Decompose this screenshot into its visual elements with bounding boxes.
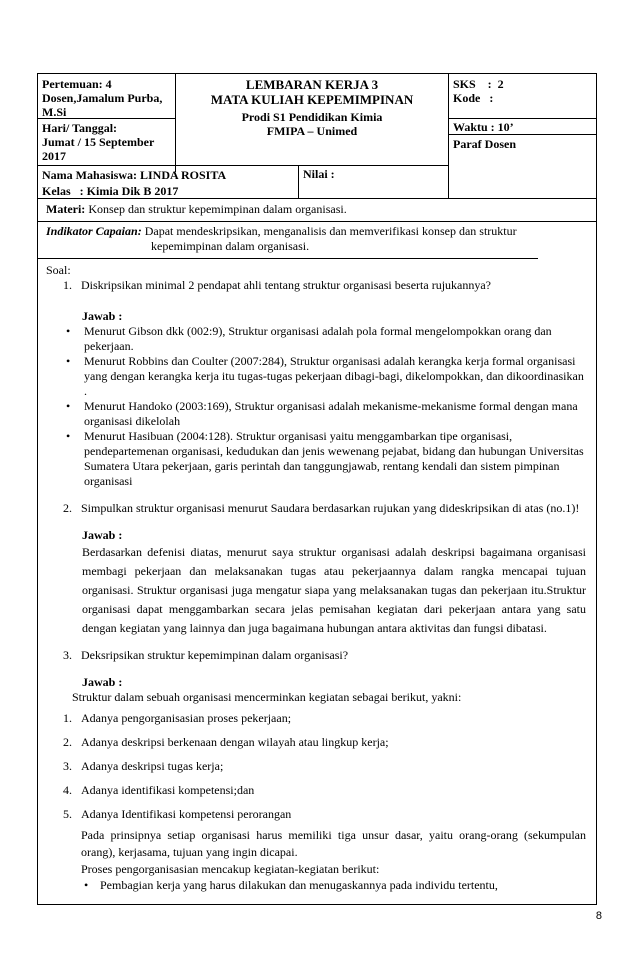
item-text: Adanya pengorganisasian proses pekerjaan; (81, 711, 292, 725)
bullet-text: Menurut Hasibuan (2004:128). Struktur organisasi yaitu menggambarkan tipe organisasi, pendepartemenan organisasi, kedudukan dan jenis wewenang pejabat, bidang dan hubungan Universitas Sumatera Utara pekerjaan, garis perintah dan tanggungjawab, rentang kendali dan sistem pimpinan organisasi (84, 429, 584, 488)
answer-label: Jawab : (82, 309, 123, 323)
bullet-icon: • (66, 324, 71, 338)
q3-list-item (38, 802, 596, 826)
divider (38, 165, 448, 166)
pertemuan-label: Pertemuan: 4 (42, 77, 112, 91)
item-number: 3. (63, 759, 72, 773)
sheet-title: LEMBARAN KERJA 3 (245, 77, 379, 92)
worksheet (37, 73, 597, 905)
date-value: Jumat / 15 September 2017 (42, 135, 155, 163)
indikator-line1: Dapat mendeskripsikan, menganalisis dan memverifikasi konsep dan struktur (144, 224, 517, 238)
nilai-label: Nilai : (303, 167, 335, 181)
faculty-label: FMIPA – Unimed (266, 124, 358, 138)
divider (448, 118, 596, 119)
divider (38, 258, 538, 259)
item-text: Adanya deskripsi berkenaan dengan wilayah atau lingkup kerja; (81, 735, 389, 749)
q1-bullet (38, 429, 596, 489)
date-label: Hari/ Tanggal: (42, 121, 118, 135)
bullet-text: Menurut Robbins dan Coulter (2007:284), Struktur organisasi adalah kerangka kerja formal organisasi yang dengan kerangka kerja itu tugas-tugas pekerjaan dibagi-bagi, dikelompokkan, dan dikoordinasikan . (84, 354, 584, 398)
materi-label: Materi: (46, 202, 86, 216)
item-number: 5. (63, 807, 72, 821)
divider (298, 165, 299, 198)
lecturer-name: Dosen,Jamalum Purba, M.Si (42, 91, 163, 119)
indikator-label: Indikator Capaian: (46, 224, 142, 238)
divider (448, 134, 596, 135)
bullet-icon: • (66, 354, 71, 368)
question-number: 3. (63, 648, 72, 662)
bullet-icon: • (66, 429, 71, 443)
answer-label: Jawab : (82, 675, 123, 689)
question-3 (38, 648, 596, 663)
question-text: Simpulkan struktur organisasi menurut Saudara berdasarkan rujukan yang dideskripsikan di atas (no.1)! (81, 501, 580, 515)
bullet-text: Menurut Handoko (2003:169), Struktur organisasi adalah mekanisme-mekanisme formal dengan mana organisasi dikelolah (84, 399, 578, 428)
date-block (42, 121, 174, 163)
q2-answer: Berdasarkan defenisi diatas, menurut saya struktur organisasi adalah deskripsi bagaimana organisasi membagi pekerjaan dan melaksanakan tugas atau pekerjaannya dalam rangka mencapai tujuan organisasi. Struktur organisasi juga mengatur siapa yang melaksanakan tugas dan pekerjaan itu.Struktur organisasi dapat menggambarkan secara jelas pemisahan kegiatan dari pekerjaan antara yang satu dengan kegiatan yang lainnya dan juga bagaimana hubungan antara aktivitas dan fungsi dibatasi. (82, 545, 586, 635)
student-block (42, 167, 297, 199)
indikator-line2: kepemimpinan dalam organisasi. (151, 239, 310, 253)
materi-row (38, 202, 612, 217)
item-number: 4. (63, 783, 72, 797)
meeting-info (42, 77, 172, 119)
sks-block (453, 77, 593, 105)
question-number: 1. (63, 278, 72, 292)
page-number: 8 (595, 910, 602, 922)
q3-intro: Struktur dalam sebuah organisasi mencerminkan kegiatan sebagai berikut, yakni: (72, 690, 462, 704)
content (38, 260, 596, 893)
indikator-row (38, 224, 612, 254)
bullet-text: Menurut Gibson dkk (002:9), Struktur organisasi adalah pola formal mengelompokkan orang dan pekerjaan. (84, 324, 552, 353)
bullet-text: Pembagian kerja yang harus dilakukan dan menugaskannya pada individu tertentu, (100, 878, 498, 892)
paraf-label: Paraf Dosen (453, 137, 516, 151)
student-name: Nama Mahasiswa: LINDA ROSITA (42, 168, 227, 182)
sks-label: SKS : 2 (453, 77, 504, 91)
q3-list-item (38, 706, 596, 730)
q3-bullet (38, 878, 596, 893)
bullet-icon: • (84, 878, 89, 892)
item-number: 2. (63, 735, 72, 749)
q3-list (38, 706, 596, 826)
soal-label: Soal: (46, 263, 71, 277)
question-number: 2. (63, 501, 72, 515)
course-title: MATA KULIAH KEPEMIMPINAN (210, 92, 414, 107)
student-class: Kelas : Kimia Dik B 2017 (42, 184, 179, 198)
kode-label: Kode : (453, 91, 494, 105)
q3-list-item (38, 730, 596, 754)
waktu-label: Waktu : 10’ (453, 120, 514, 134)
question-text: Diskripsikan minimal 2 pendapat ahli tentang struktur organisasi beserta rujukannya? (81, 278, 492, 292)
question-text: Deksripsikan struktur kepemimpinan dalam organisasi? (81, 648, 349, 662)
q1-bullet (38, 324, 596, 354)
item-text: Adanya identifikasi kompetensi;dan (81, 783, 255, 797)
item-text: Adanya deskripsi tugas kerja; (81, 759, 224, 773)
q3-list-item (38, 754, 596, 778)
question-1 (38, 278, 596, 293)
item-number: 1. (63, 711, 72, 725)
q1-bullet (38, 354, 596, 399)
answer-label: Jawab : (82, 528, 123, 542)
materi-text: Konsep dan struktur kepemimpinan dalam organisasi. (88, 202, 347, 216)
divider (448, 74, 449, 198)
q3-list-item (38, 778, 596, 802)
question-2 (38, 501, 596, 516)
title-block (176, 77, 448, 138)
q3-paragraph: Pada prinsipnya setiap organisasi harus memiliki tiga unsur dasar, yaitu orang-orang (sekumpulan orang), kerjasama, tujuan yang ingin dicapai. (81, 828, 586, 859)
q3-paragraph: Proses pengorganisasian mencakup kegiatan-kegiatan berikut: (81, 862, 380, 876)
bullet-icon: • (66, 399, 71, 413)
q1-bullet (38, 399, 596, 429)
divider (38, 221, 596, 222)
item-text: Adanya Identifikasi kompetensi perorangan (81, 807, 292, 821)
prodi-label: Prodi S1 Pendidikan Kimia (241, 110, 383, 124)
